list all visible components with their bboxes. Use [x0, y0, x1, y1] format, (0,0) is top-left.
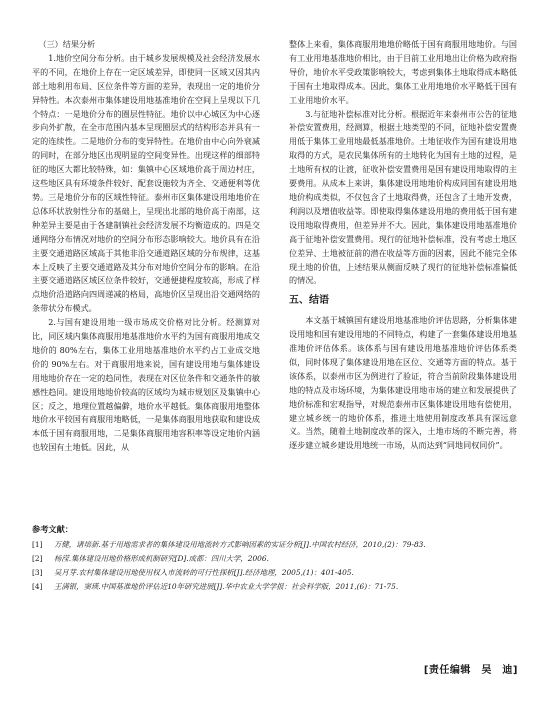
section-title-conclusion: 五、结语 — [289, 295, 329, 307]
reference-number: [2] — [32, 554, 43, 563]
reference-item — [32, 552, 520, 566]
paragraph-spatial-analysis: 1.地价空间分布分析。由于城乡发展规模及社会经济发展水平的不同，在地价上存在一定区域差异，即使同一区域又因其内部土地利用布局、区位条件等方面的差异，表现出一定的地价分异特性。本次泰州市集体建设用地基准地价在空间上呈现以下几个特点：一是地价分布的圈层性特征。地价以中心城区为中心逐步向外扩散，在全市范围内基本呈现圈层式的结构形态并具有一定的连续性。二是地价分布的变异特性。在地价由中心向外衰减的同时，在部分地区出现明显的空间变异性。出现这样的细部特征的地区大都比较特殊，如：集镇中心区域地价高于周边村庄，这些地区具有环境条件较好、配套设施较为齐全、交通便利等优势。三是地价分布的区域性特征。泰州市区集体建设用地地价在总体环状放射性分布的基础上，呈现出北部的地价高于南部，这种差异主要是由于各建制镇社会经济发展不均衡造成的。四是交通网络分布情况对地价的空间分布形态影响较大。地价具有在沿主要交通道路区域高于其他非沿交通道路区域的分布规律，这基本上反映了主要交通道路及其分布对地价空间分布的影响。在沿主要交通道路区域区位条件较好，交通便捷程度较高，形成了样点地价沿道路向四周递减的格局，高地价区呈现出沿交通网络的条带状分布模式。 — [32, 52, 260, 314]
reference-text: 王满银，窦瑛.中国基准地价评估近10年研究进展[J].华中农业大学学报：社会科学版，2011,(6)：71-75. — [54, 582, 399, 591]
reference-text: 万健，诸培新.基于用地需求者的集体建设用地流转方式影响因素的实证分析[J].中国农村经济，2010,(2)：79-83. — [54, 540, 426, 549]
editor-credit: [责任编辑 吴 迪] — [423, 665, 518, 676]
reference-text: 杨滢.集体建设用地价格形成机制研究[D].成都：四川大学，2006. — [54, 554, 269, 563]
references — [32, 522, 520, 594]
reference-number: [4] — [32, 582, 43, 591]
paragraph-market-comparison: 2.与国有建设用地一级市场成交价格对比分析。经测算对比，同区域内集体商服用地基准地价水平约为国有商服用地成交地价的 80%左右，集体工业用地基准地价水平约占工业成交地价的 90%左右。对于商服用地来说，国有建设用地与集体建设用地地价存在一定的趋同性，表现在对区位条件和交通条件的敏感性趋同。建设用地地价较高的区域均为城市规划区及集镇中心区；反之，地理位置越偏僻，地价水平越低。集体商服用地整体地价水平较国有商服用地略低，一是集体商服用地获取和建设成本低于国有商服用地，二是集体商服用地容积率等设定地价内涵也较国有土地低。因此，从 — [32, 317, 260, 453]
left-column — [32, 38, 260, 455]
paragraph-conclusion: 本文基于城镇国有建设用地基准地价评估思路，分析集体建设用地和国有建设用地的不同特点，构建了一套集体建设用地基准地价评估体系。该体系与国有建设用地基准地价评估体系类似，同时体现了集体建设用地在区位、交通等方面的特点。基于该体系，以泰州市区为例进行了验证，符合当前阶段集体建设用地的特点及市场环境，为集体建设用地市场的建立和发展提供了地价标准和宏观指导，对规范泰州市区集体建设用地有偿使用，建立城乡统一的地价体系，推进土地使用制度改革具有深远意义。当然，随着土地制度改革的深入，土地市场的不断完善，将逐步建立城乡建设用地统一市场，从而达到“同地同权同价”。 — [289, 315, 517, 451]
reference-item — [32, 538, 520, 552]
reference-number: [1] — [32, 540, 43, 549]
right-column — [289, 38, 517, 453]
paragraph-continuation: 整体上来看，集体商服用地地价略低于国有商服用地地价。与国有工业用地基准地价相比，由于目前工业用地出让价格为政府指导价，地价水平受政策影响较大，考虑到集体土地取得成本略低于国有土地取得成本。因此，集体工业用地地价水平略低于国有工业用地价水平。 — [289, 39, 517, 105]
reference-item — [32, 566, 520, 580]
references-title: 参考文献： — [32, 524, 73, 534]
reference-item — [32, 580, 520, 594]
subsection-heading: （三）结果分析 — [38, 39, 96, 49]
reference-text: 吴月芽.农村集体建设用地使用权入市流转的可行性探析[J].经济地理，2005,(1)：401-405. — [54, 568, 354, 577]
paragraph-compensation-comparison: 3.与征地补偿标准对比分析。根据近年来泰州市公告的征地补偿安置费用，经测算，根据土地类型的不同，征地补偿安置费用低于集体工业用地最低基准地价。土地征收作为国有建设用地取得的方式，是农民集体所有的土地转化为国有土地的过程，是土地所有权的让渡，征收补偿安置费用是国有建设用地取得的主要费用。从成本上来讲，集体建设用地地价构成同国有建设用地地价构成类似，不仅包含了土地取得费，还包含了土地开发费，利润以及增值收益等。即使取得集体建设用地的费用低于国有建设用地取得费用，但差异并不大。因此，集体建设用地基准地价高于征地补偿安置费用。现行的征地补偿标准，没有考虑土地区位差异、土地被征前的潜在收益等方面的因素，因此不能完全体现土地的价值，上述结果从侧面反映了现行的征地补偿标准偏低的情况。 — [289, 108, 517, 286]
reference-number: [3] — [32, 568, 43, 577]
